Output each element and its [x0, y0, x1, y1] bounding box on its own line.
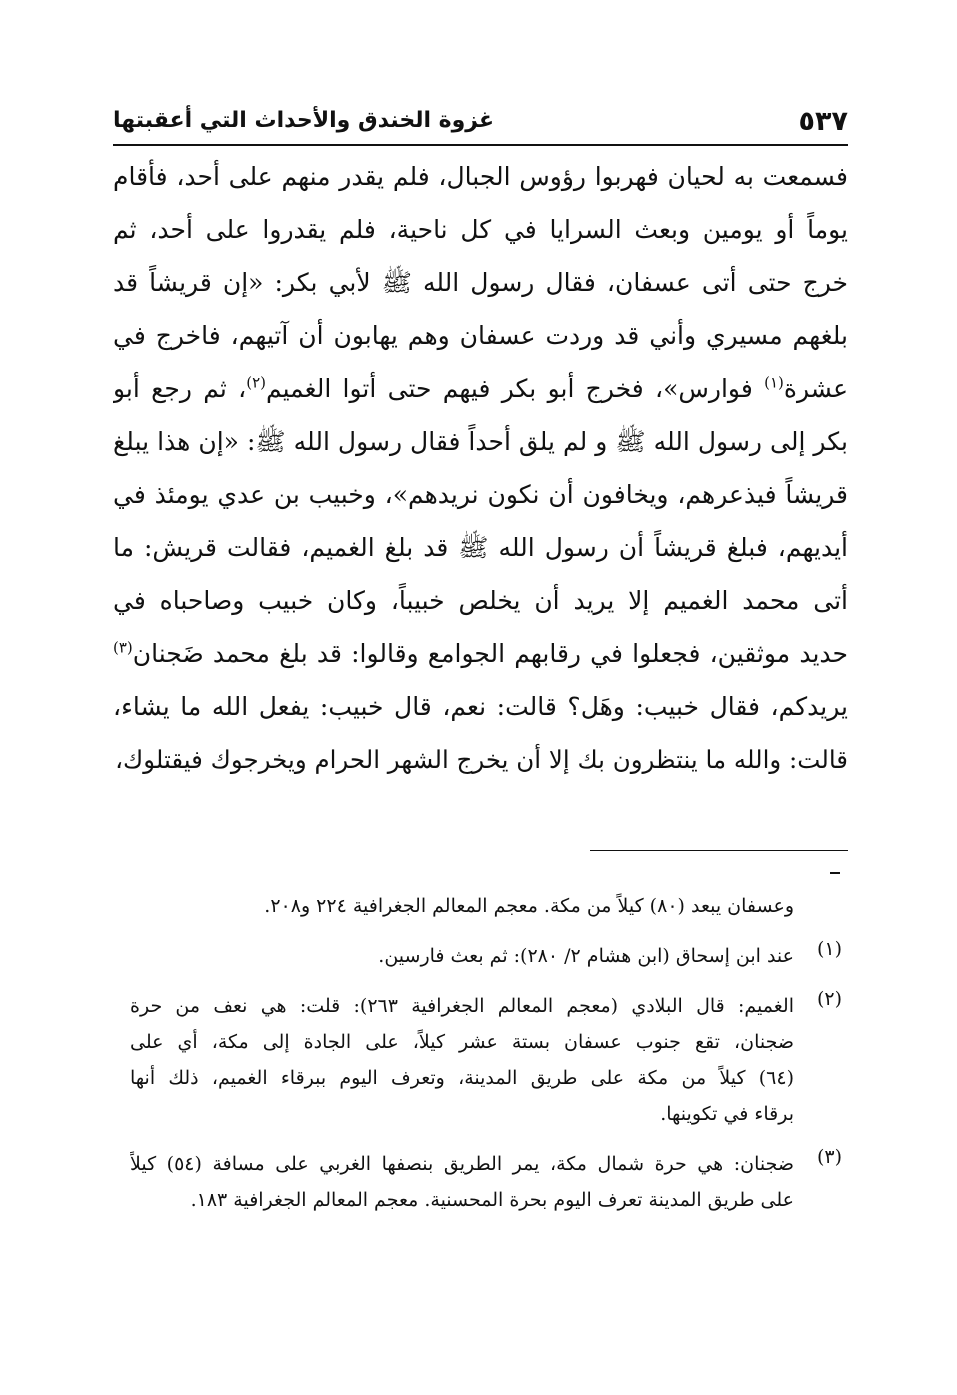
footnote-ref-2: (٢) — [246, 373, 266, 392]
text-line: قريشاً فيذعرهم، ويخافون أن نكون نريدهم»، وخبيب بن عدي يومئذ في — [113, 480, 848, 509]
footnote-body — [130, 1146, 842, 1218]
footnote-line: وعسفان يبعد (٨٠) كيلاً من مكة. معجم المعالم الجغرافية ٢٢٤ و٢٠٨. — [264, 895, 794, 917]
footnote-line: عند ابن إسحاق (ابن هشام ٢/ ٢٨٠): ثم بعث فارسين. — [378, 945, 794, 967]
footnote-number: (١) — [816, 938, 842, 960]
text-line-with-refs — [113, 362, 848, 415]
text-line: بلغهم مسيري وأني قد وردت عسفان وهم يهابون أن آتيهم، فاخرج في — [113, 321, 848, 350]
header-rule — [113, 144, 848, 146]
footnote-separator — [590, 850, 848, 851]
text-line: فسمعت به لحيان فهربوا رؤوس الجبال، فلم يقدر منهم على أحد، فأقام — [113, 162, 848, 191]
footnote-line: ضجنان، تقع جنوب عسفان بستة عشر كيلاً، على الجادة إلى مكة، أي على — [130, 1031, 794, 1053]
footnote-body — [130, 938, 842, 974]
text-segment: عشرة — [783, 374, 848, 403]
footnote-1 — [130, 938, 842, 974]
footnote-line: برقاء في تكوينها. — [660, 1103, 794, 1125]
footnote-continuation-mark — [830, 872, 840, 874]
main-text — [113, 150, 848, 786]
text-segment: حديد موثقين، فجعلوا في رقابهم الجوامع وقالوا: قد بلغ محمد ضَجنان — [132, 639, 848, 668]
text-segment: ، ثم رجع أبو — [113, 374, 247, 403]
footnote-line: الغميم: قال البلادي (معجم المعالم الجغرافية ٢٦٣): قلت: هي نعف من حرة — [130, 995, 794, 1017]
text-line: قالت: والله ما ينتظرون بك إلا أن يخرج الشهر الحرام ويخرجوك فيقتلوك، — [115, 745, 848, 774]
text-line-with-ref — [113, 627, 848, 680]
footnote-number: (٣) — [816, 1146, 842, 1168]
footnote-number: (٢) — [816, 988, 842, 1010]
footnote-3 — [130, 1146, 842, 1218]
footnote-line: على طريق المدينة تعرف اليوم بحرة المحسنية. معجم المعالم الجغرافية ١٨٣. — [190, 1189, 794, 1211]
text-segment: فوارس»، فخرج أبو بكر فيهم حتى أتوا الغميم — [266, 374, 753, 403]
text-line: أتى محمد الغميم إلا يريد أن يخلص خبيباً، وكان خبيب وصاحباه في — [113, 586, 848, 615]
running-title: غزوة الخندق والأحداث التي أعقبتها — [113, 108, 495, 133]
footnote-ref-1: (١) — [764, 373, 784, 392]
text-line: يريدكم، فقال خبيب: وهَل؟ قالت: نعم، قال خبيب: يفعل الله ما يشاء، — [113, 692, 848, 721]
footnote-body — [130, 988, 842, 1132]
text-line: خرج حتى أتى عسفان، فقال رسول الله ﷺ لأبي بكر: «إن قريشاً قد — [113, 268, 848, 297]
text-line: يوماً أو يومين وبعث السرايا في كل ناحية، فلم يقدروا على أحد، ثم — [113, 215, 848, 244]
footnote-2 — [130, 988, 842, 1132]
text-line: أيديهم، فبلغ قريشاً أن رسول الله ﷺ قد بلغ الغميم، فقالت قريش: ما — [113, 533, 848, 562]
page-header — [113, 100, 848, 142]
footnotes — [130, 888, 842, 1232]
footnote-continuation — [130, 888, 842, 924]
footnote-ref-3: (٣) — [113, 638, 133, 657]
text-line: بكر إلى رسول الله ﷺ و لم يلق أحداً فقال رسول الله ﷺ: «إن هذا يبلغ — [113, 427, 848, 456]
page-number: ٥٣٧ — [798, 106, 848, 137]
footnote-line: ضجنان: هي حرة شمال مكة، يمر الطريق بنصفها الغربي على مسافة (٥٤) كيلاً — [130, 1153, 794, 1175]
footnote-line: (٦٤) كيلاً من مكة على طريق المدينة، وتعرف اليوم ببرقاء الغميم، ذلك أنها — [130, 1067, 794, 1089]
